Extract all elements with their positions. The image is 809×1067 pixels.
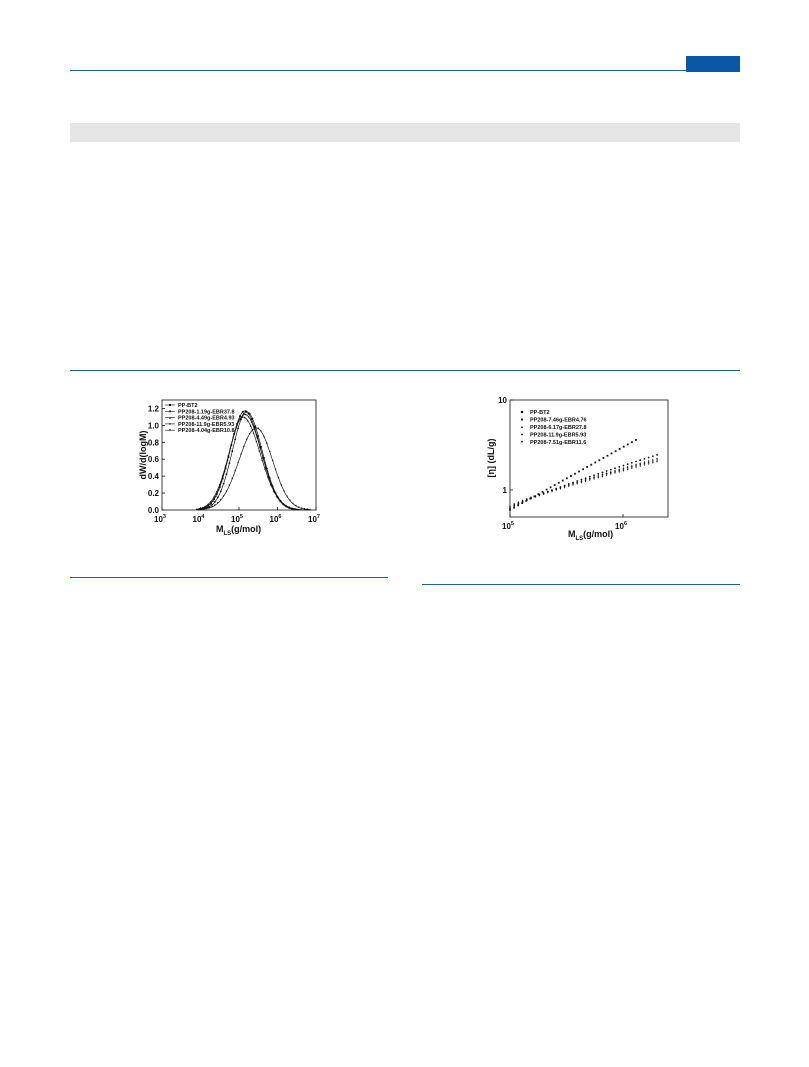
mwd-legend <box>165 403 235 434</box>
viscosity-point <box>611 453 613 455</box>
mwd-ylabel: dW/d(logM) <box>138 430 148 480</box>
viscosity-x-tick-label: $10^5$ <box>502 521 514 531</box>
viscosity-point <box>542 491 544 493</box>
mwd-point <box>214 501 216 503</box>
viscosity-point <box>594 462 596 464</box>
mwd-point <box>243 446 245 448</box>
viscosity-point <box>581 480 583 482</box>
viscosity-point <box>627 469 629 471</box>
header-rule <box>70 70 738 71</box>
viscosity-point <box>635 461 637 463</box>
viscosity-point <box>582 468 584 470</box>
viscosity-point <box>564 487 566 489</box>
viscosity-point <box>631 441 633 443</box>
viscosity-point <box>656 457 658 459</box>
viscosity-y-tick-label: 10 <box>498 396 507 405</box>
mwd-point <box>231 478 233 480</box>
left-caption-rule <box>70 577 388 578</box>
mwd-y-tick-label: 0.0 <box>147 506 159 515</box>
mwd-y-tick-label: 0.6 <box>147 455 159 465</box>
mwd-y-tick-label: 0.4 <box>147 472 159 482</box>
viscosity-point <box>586 466 588 468</box>
mwd-point <box>237 462 239 464</box>
mwd-point <box>266 443 268 445</box>
mwd-point <box>257 435 259 437</box>
viscosity-point <box>576 482 578 484</box>
viscosity-series <box>509 461 658 508</box>
viscosity-legend-marker <box>521 418 523 420</box>
mwd-point <box>242 411 244 413</box>
mwd-y-ticks <box>148 404 165 515</box>
viscosity-point <box>568 486 570 488</box>
viscosity-point <box>615 450 617 452</box>
mwd-point <box>269 451 271 453</box>
viscosity-point <box>610 473 612 475</box>
viscosity-point <box>539 495 541 497</box>
viscosity-point <box>627 463 629 465</box>
mwd-point <box>272 460 274 462</box>
mwd-y-tick-label: 1.2 <box>147 404 159 414</box>
viscosity-point <box>602 472 604 474</box>
viscosity-point <box>606 470 608 472</box>
viscosity-point <box>619 448 621 450</box>
viscosity-point <box>610 469 612 471</box>
mwd-legend-label: PP-BT2 <box>178 403 198 409</box>
viscosity-point <box>635 439 637 441</box>
mwd-y-tick-label: 0.2 <box>147 489 159 499</box>
mwd-legend-marker <box>169 423 171 425</box>
viscosity-point <box>618 471 620 473</box>
mwd-point <box>228 462 230 464</box>
viscosity-point <box>581 482 583 484</box>
viscosity-series <box>509 454 658 509</box>
viscosity-point <box>644 464 646 466</box>
viscosity-legend-marker <box>521 426 523 428</box>
viscosity-chart <box>480 390 680 550</box>
viscosity-point <box>618 466 620 468</box>
viscosity-point <box>550 486 552 488</box>
viscosity-legend <box>521 410 587 446</box>
viscosity-x-tick-label: $10^6$ <box>615 521 628 531</box>
mwd-point <box>226 473 228 475</box>
viscosity-point <box>560 488 562 490</box>
mwd-y-tick-label: 0.8 <box>147 438 159 448</box>
viscosity-point <box>614 472 616 474</box>
viscosity-legend-marker <box>521 441 523 443</box>
viscosity-series <box>509 439 637 511</box>
viscosity-point <box>656 459 658 461</box>
viscosity-point <box>578 471 580 473</box>
viscosity-point <box>603 457 605 459</box>
viscosity-point <box>546 489 548 491</box>
viscosity-point <box>607 455 609 457</box>
viscosity-legend-label: PP208-6.17g-EBR27.8 <box>530 425 587 431</box>
viscosity-series-group <box>509 439 658 511</box>
viscosity-point <box>589 478 591 480</box>
mwd-point <box>223 483 225 485</box>
viscosity-point <box>623 465 625 467</box>
viscosity-point <box>593 478 595 480</box>
viscosity-point <box>644 463 646 465</box>
mwd-point <box>211 504 213 506</box>
mwd-point <box>258 450 260 452</box>
right-caption-rule <box>422 584 740 585</box>
viscosity-point <box>639 465 641 467</box>
mwd-point <box>275 469 277 471</box>
mwd-legend-label: PP208-4.49g-EBR4.93 <box>178 415 235 422</box>
viscosity-point <box>554 484 556 486</box>
viscosity-legend-marker <box>521 411 523 413</box>
viscosity-y-tick-label: 1 <box>502 485 507 495</box>
mwd-point <box>255 440 257 442</box>
mwd-point <box>249 413 251 415</box>
viscosity-point <box>572 484 574 486</box>
viscosity-legend-marker <box>521 433 523 435</box>
mwd-x-tick-label: $10^6$ <box>269 514 282 524</box>
viscosity-point <box>631 468 633 470</box>
viscosity-point <box>652 459 654 461</box>
viscosity-point <box>644 461 646 463</box>
section-band <box>70 123 740 142</box>
viscosity-y-ticks <box>498 396 513 495</box>
viscosity-point <box>648 460 650 462</box>
viscosity-point <box>648 461 650 463</box>
viscosity-point <box>644 458 646 460</box>
viscosity-point <box>635 467 637 469</box>
viscosity-series <box>509 457 658 507</box>
viscosity-point <box>627 444 629 446</box>
viscosity-point <box>623 446 625 448</box>
viscosity-point <box>597 477 599 479</box>
viscosity-point <box>614 467 616 469</box>
viscosity-point <box>656 461 658 463</box>
mwd-legend-label: PP208-4.04g-EBR10.8 <box>178 428 235 435</box>
viscosity-point <box>597 475 599 477</box>
viscosity-series <box>509 459 658 507</box>
viscosity-point <box>652 462 654 464</box>
mwd-point <box>261 459 263 461</box>
viscosity-point <box>589 479 591 481</box>
mwd-point <box>234 470 236 472</box>
mwd-x-tick-label: $10^5$ <box>231 514 243 524</box>
viscosity-point <box>558 482 560 484</box>
viscosity-point <box>652 455 654 457</box>
mwd-legend-marker <box>169 404 171 406</box>
viscosity-point <box>543 493 545 495</box>
viscosity-point <box>562 480 564 482</box>
viscosity-point <box>570 475 572 477</box>
viscosity-point <box>585 479 587 481</box>
viscosity-point <box>574 473 576 475</box>
viscosity-point <box>639 462 641 464</box>
viscosity-point <box>598 459 600 461</box>
viscosity-point <box>590 464 592 466</box>
mwd-point <box>231 450 233 452</box>
viscosity-point <box>585 481 587 483</box>
mwd-point <box>220 491 222 493</box>
mwd-point <box>254 425 256 427</box>
viscosity-point <box>639 459 641 461</box>
viscosity-legend-label: PP208-11.9g-EBR5.93 <box>530 432 587 439</box>
mwd-point <box>246 411 248 413</box>
viscosity-point <box>551 491 553 493</box>
mwd-x-tick-label: $10^3$ <box>154 514 166 524</box>
mwd-x-tick-label: $10^7$ <box>308 514 320 524</box>
mwd-xlabel: $M_{LS}(g/mol)$ <box>216 524 262 537</box>
journal-tab <box>686 56 740 72</box>
viscosity-point <box>639 464 641 466</box>
viscosity-point <box>555 489 557 491</box>
viscosity-legend-label: PP208-7.51g-EBR11.6 <box>530 440 587 446</box>
viscosity-point <box>656 454 658 456</box>
viscosity-point <box>648 463 650 465</box>
viscosity-point <box>576 483 578 485</box>
viscosity-point <box>606 475 608 477</box>
mwd-point <box>240 454 242 456</box>
mwd-point <box>237 428 239 430</box>
viscosity-point <box>566 477 568 479</box>
viscosity-point <box>602 476 604 478</box>
mwd-legend-label: PP208-11.9g-EBR5.93 <box>178 421 235 428</box>
mwd-y-tick-label: 1.0 <box>147 421 159 431</box>
viscosity-point <box>648 457 650 459</box>
mwd-point <box>252 418 254 420</box>
mwd-legend-marker <box>169 410 171 412</box>
mwd-point <box>217 497 219 499</box>
viscosity-legend-label: PP208-7.46g-EBR4.76 <box>530 417 587 424</box>
mwd-legend-label: PP208-1.19g-EBR37.8 <box>178 409 235 416</box>
viscosity-point <box>652 460 654 462</box>
mwd-point <box>239 415 241 417</box>
viscosity-xlabel: $M_{LS}(g/mol)$ <box>568 529 614 542</box>
viscosity-point <box>623 470 625 472</box>
viscosity-ylabel: [η] (dL/g) <box>486 438 496 478</box>
mwd-x-tick-label: $10^4$ <box>192 514 205 524</box>
viscosity-legend-label: PP-BT2 <box>530 410 550 416</box>
viscosity-point <box>547 492 549 494</box>
viscosity-point <box>593 477 595 479</box>
mwd-chart <box>120 385 340 560</box>
mwd-point <box>234 438 236 440</box>
mwd-point <box>260 446 262 448</box>
figure-top-rule <box>70 370 740 371</box>
viscosity-point <box>513 507 515 509</box>
viscosity-point <box>631 462 633 464</box>
